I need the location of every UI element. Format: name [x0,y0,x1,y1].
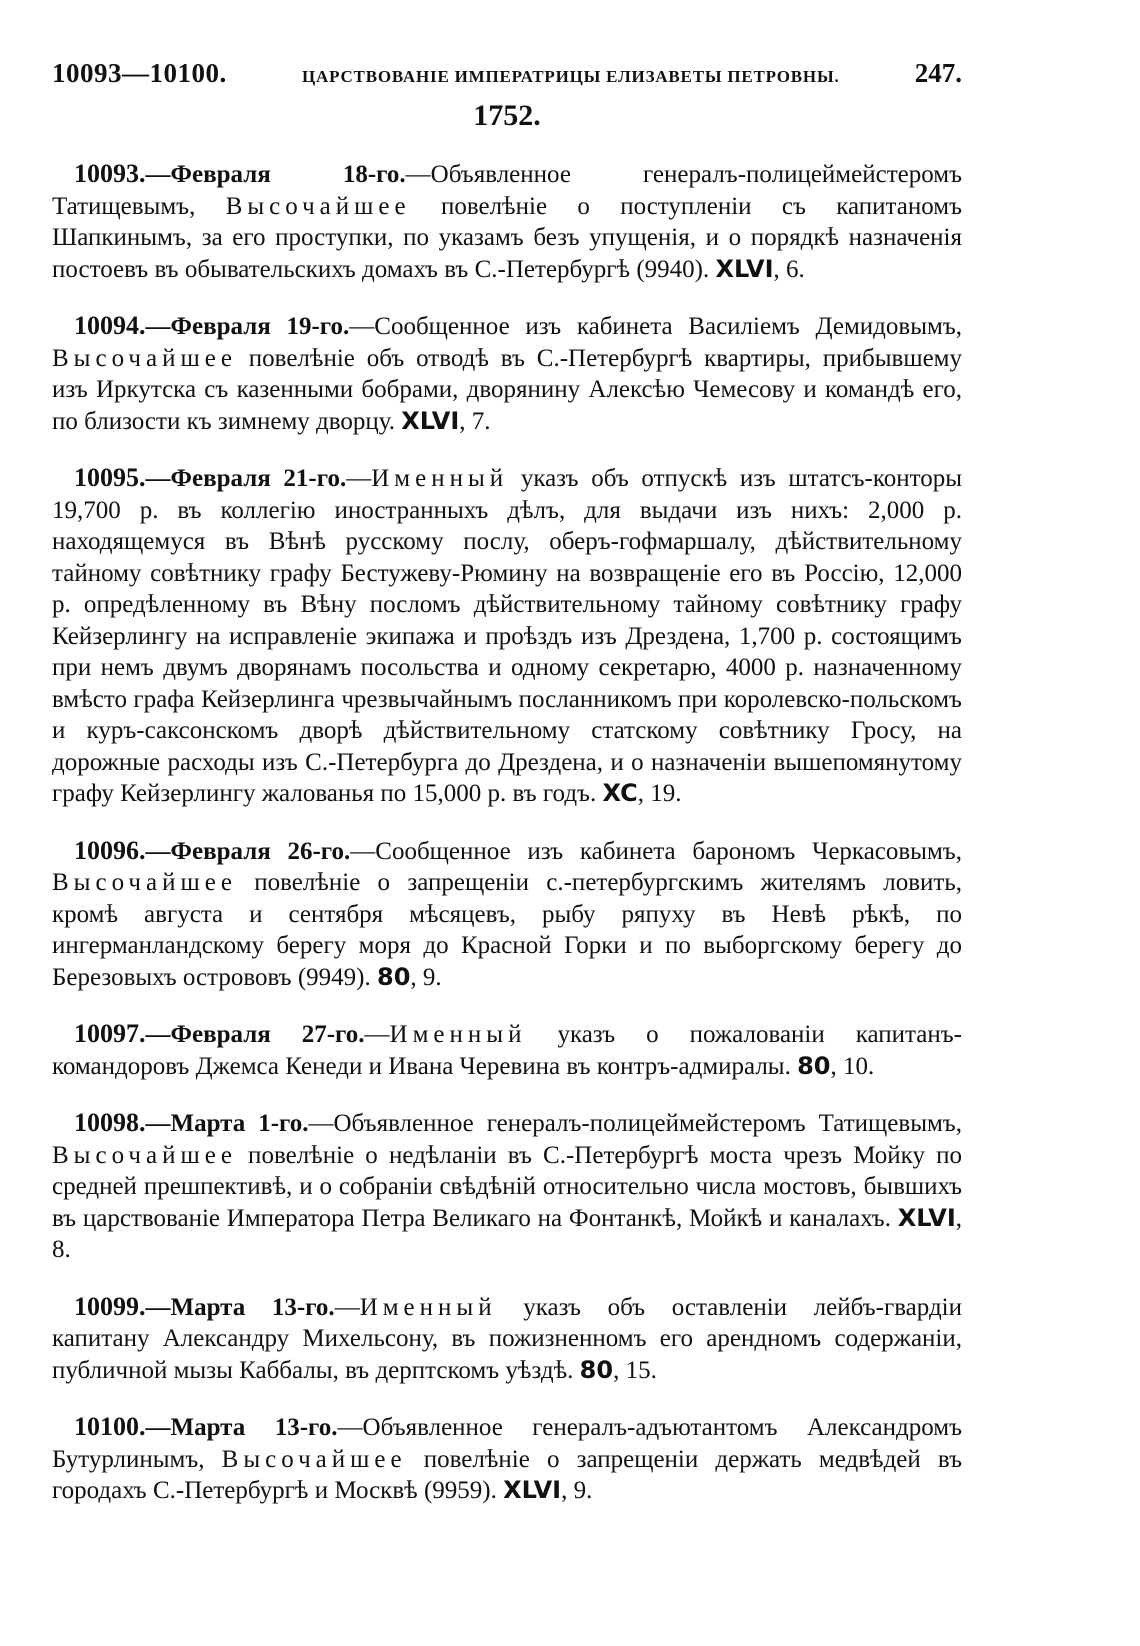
entry-text-lead: —Сообщенное изъ кабинета барономъ Черкасовымъ, [350,837,962,865]
volume-page: , 10. [830,1052,875,1080]
volume-reference: XC [602,779,638,807]
running-head [52,58,962,89]
volume-reference: XLVI [715,254,774,283]
entry-number: 10100. [74,1412,146,1441]
entry-text: указъ о пожалованіи капитанъ-командоровъ Джемса Кенеди и Ивана Черевина въ контръ-адмиралы. [52,1021,962,1080]
entries-list [52,158,962,1507]
entry-number: 10095. [74,463,146,492]
entry-spaced-word: Высочайшее [52,869,237,896]
entry-text-lead: — [334,1293,360,1321]
book-page [52,58,962,1520]
law-entry [52,310,962,437]
law-entry [52,1018,962,1082]
entry-spaced-word: Высочайшее [52,1141,237,1169]
entry-number: 10096. [74,835,146,865]
volume-reference: 80 [377,962,411,991]
entry-date: —Марта 1-го. [145,1110,309,1137]
law-entry [52,1411,962,1507]
entry-text-lead: —Сообщенное изъ кабинета Василіемъ Демидовымъ, [349,313,962,340]
entry-date: —Февраля 27-го. [145,1021,365,1048]
volume-page: , 9. [410,963,442,991]
entry-date: —Марта 13-го. [145,1414,338,1441]
entry-text-lead: —Объявленное генералъ-полицеймейстеромъ Татищевымъ, [52,161,962,220]
entry-number: 10093. [74,159,146,188]
entry-spaced-word: Высочайшее [221,1445,407,1473]
volume-reference: XLVI [897,1203,956,1232]
entry-spaced-word: Высочайшее [225,192,411,220]
entry-text: повелѣніе о запрещеніи держать медвѣдей въ городахъ С.-Петербургѣ и Москвѣ (9959). [52,1445,963,1504]
entry-spaced-word: Высочайшее [52,344,237,372]
page-number: 247. [914,58,962,88]
entry-text-lead: —Объявленное генералъ-адъютантомъ Александромъ Бутурлинымъ, [52,1414,962,1473]
entry-date: —Февраля 19-го. [145,313,350,340]
volume-reference: 80 [797,1051,831,1080]
entry-date: —Февраля 18-го. [145,161,406,188]
volume-page: , 9. [561,1477,593,1504]
entry-text: повелѣніе о запрещеніи с.-петербургскимъ жителямъ ловить, кромѣ августа и сентября мѣсяцевъ, рыбу ряпуху въ Невѣ рѣкѣ, по ингерманландскому берегу моря до Красной Горки и по выборгскому берегу до Березовыхъ острововъ (9949). [52,869,962,991]
entry-spaced-word: Именный [359,1293,497,1321]
volume-page: , 8. [52,1204,962,1263]
entry-text-lead: —Объявленное генералъ-полицеймейстеромъ Татищевымъ, [308,1110,962,1137]
entry-number: 10099. [74,1291,146,1321]
law-entry [52,835,962,994]
running-title: ЦАРСТВОВАНІЕ ИМПЕРАТРИЦЫ ЕЛИЗАВЕТЫ ПЕТРОВНЫ. [301,67,840,86]
law-entry [52,462,962,810]
volume-reference: XLVI [503,1476,562,1504]
year-heading: 1752. [473,99,541,132]
entry-spaced-word: Именный [371,465,509,492]
entry-number: 10098. [74,1108,146,1137]
entry-text: повелѣніе о недѣланіи въ С.-Петербургѣ моста чрезъ Мойку по средней прешпективѣ, и о собраніи свѣдѣній относительно числа мостовъ, бывшихъ въ царствованіе Императора Петра Великаго на Фонтанкѣ, Мойкѣ и каналахъ. [52,1141,962,1232]
entry-text: указъ объ оставленіи лейбъ-гвардіи капитану Александру Михельсону, въ пожизненномъ его арендномъ содержаніи, публичной мызы Каббалы, въ дерптскомъ уѣздѣ. [52,1293,962,1384]
entry-text: указъ объ отпускѣ изъ штатсъ-конторы 19,700 р. въ коллегію иностранныхъ дѣлъ, для выдачи изъ нихъ: 2,000 р. находящемуся въ Вѣнѣ русскому послу, оберъ-гофмаршалу, дѣйствительному тайному совѣтнику графу Бестужеву-Рюмину на возвращеніе его въ Россію, 12,000 р. опредѣленному въ Вѣну посломъ дѣйствительному тайному совѣтнику графу Кейзерлингу на исправленіе экипажа и проѣздъ изъ Дрездена, 1,700 р. состоящимъ при немъ двумъ дворянамъ посольства и одному секретарю, 4000 р. назначенному вмѣсто графа Кейзерлинга чрезвычайнымъ посланникомъ при королевско-польскомъ и куръ-саксонскомъ дворѣ дѣйствительному статскому совѣтнику Гросу, на дорожные расходы изъ С.-Петербурга до Дрездена, и о назначеніи вышепомянутому графу Кейзерлингу жалованья по 15,000 р. въ годъ. [52,465,962,807]
entry-text: повелѣніе объ отводѣ въ С.-Петербургѣ квартиры, прибывшему изъ Иркутска съ казенными бобрами, дворянину Алексѣю Чемесову и командѣ его, по близости къ зимнему дворцу. [52,344,962,435]
law-entry [52,1291,962,1387]
law-entry [52,1107,962,1266]
entry-text-lead: — [346,465,372,492]
entry-date: —Февраля 21-го. [145,465,347,492]
volume-page: , 7. [459,407,491,435]
entry-range: 10093—10100. [52,58,227,88]
entry-date: —Февраля 26-го. [145,837,351,865]
entry-text-lead: — [364,1021,390,1048]
entry-number: 10097. [74,1019,146,1048]
volume-page: , 6. [773,255,805,283]
volume-reference: XLVI [401,406,460,435]
volume-page: , 19. [637,780,682,807]
entry-text: повелѣніе о поступленіи съ капитаномъ Шапкинымъ, за его проступки, по указамъ безъ упущенія, и о порядкѣ назначенія постоевъ въ обывательскихъ домахъ въ С.-Петербургѣ (9940). [52,192,962,283]
entry-date: —Марта 13-го. [145,1293,335,1321]
volume-page: , 15. [613,1356,657,1384]
law-entry [52,158,962,285]
entry-number: 10094. [74,311,146,340]
volume-reference: 80 [579,1355,614,1384]
entry-spaced-word: Именный [389,1021,527,1048]
